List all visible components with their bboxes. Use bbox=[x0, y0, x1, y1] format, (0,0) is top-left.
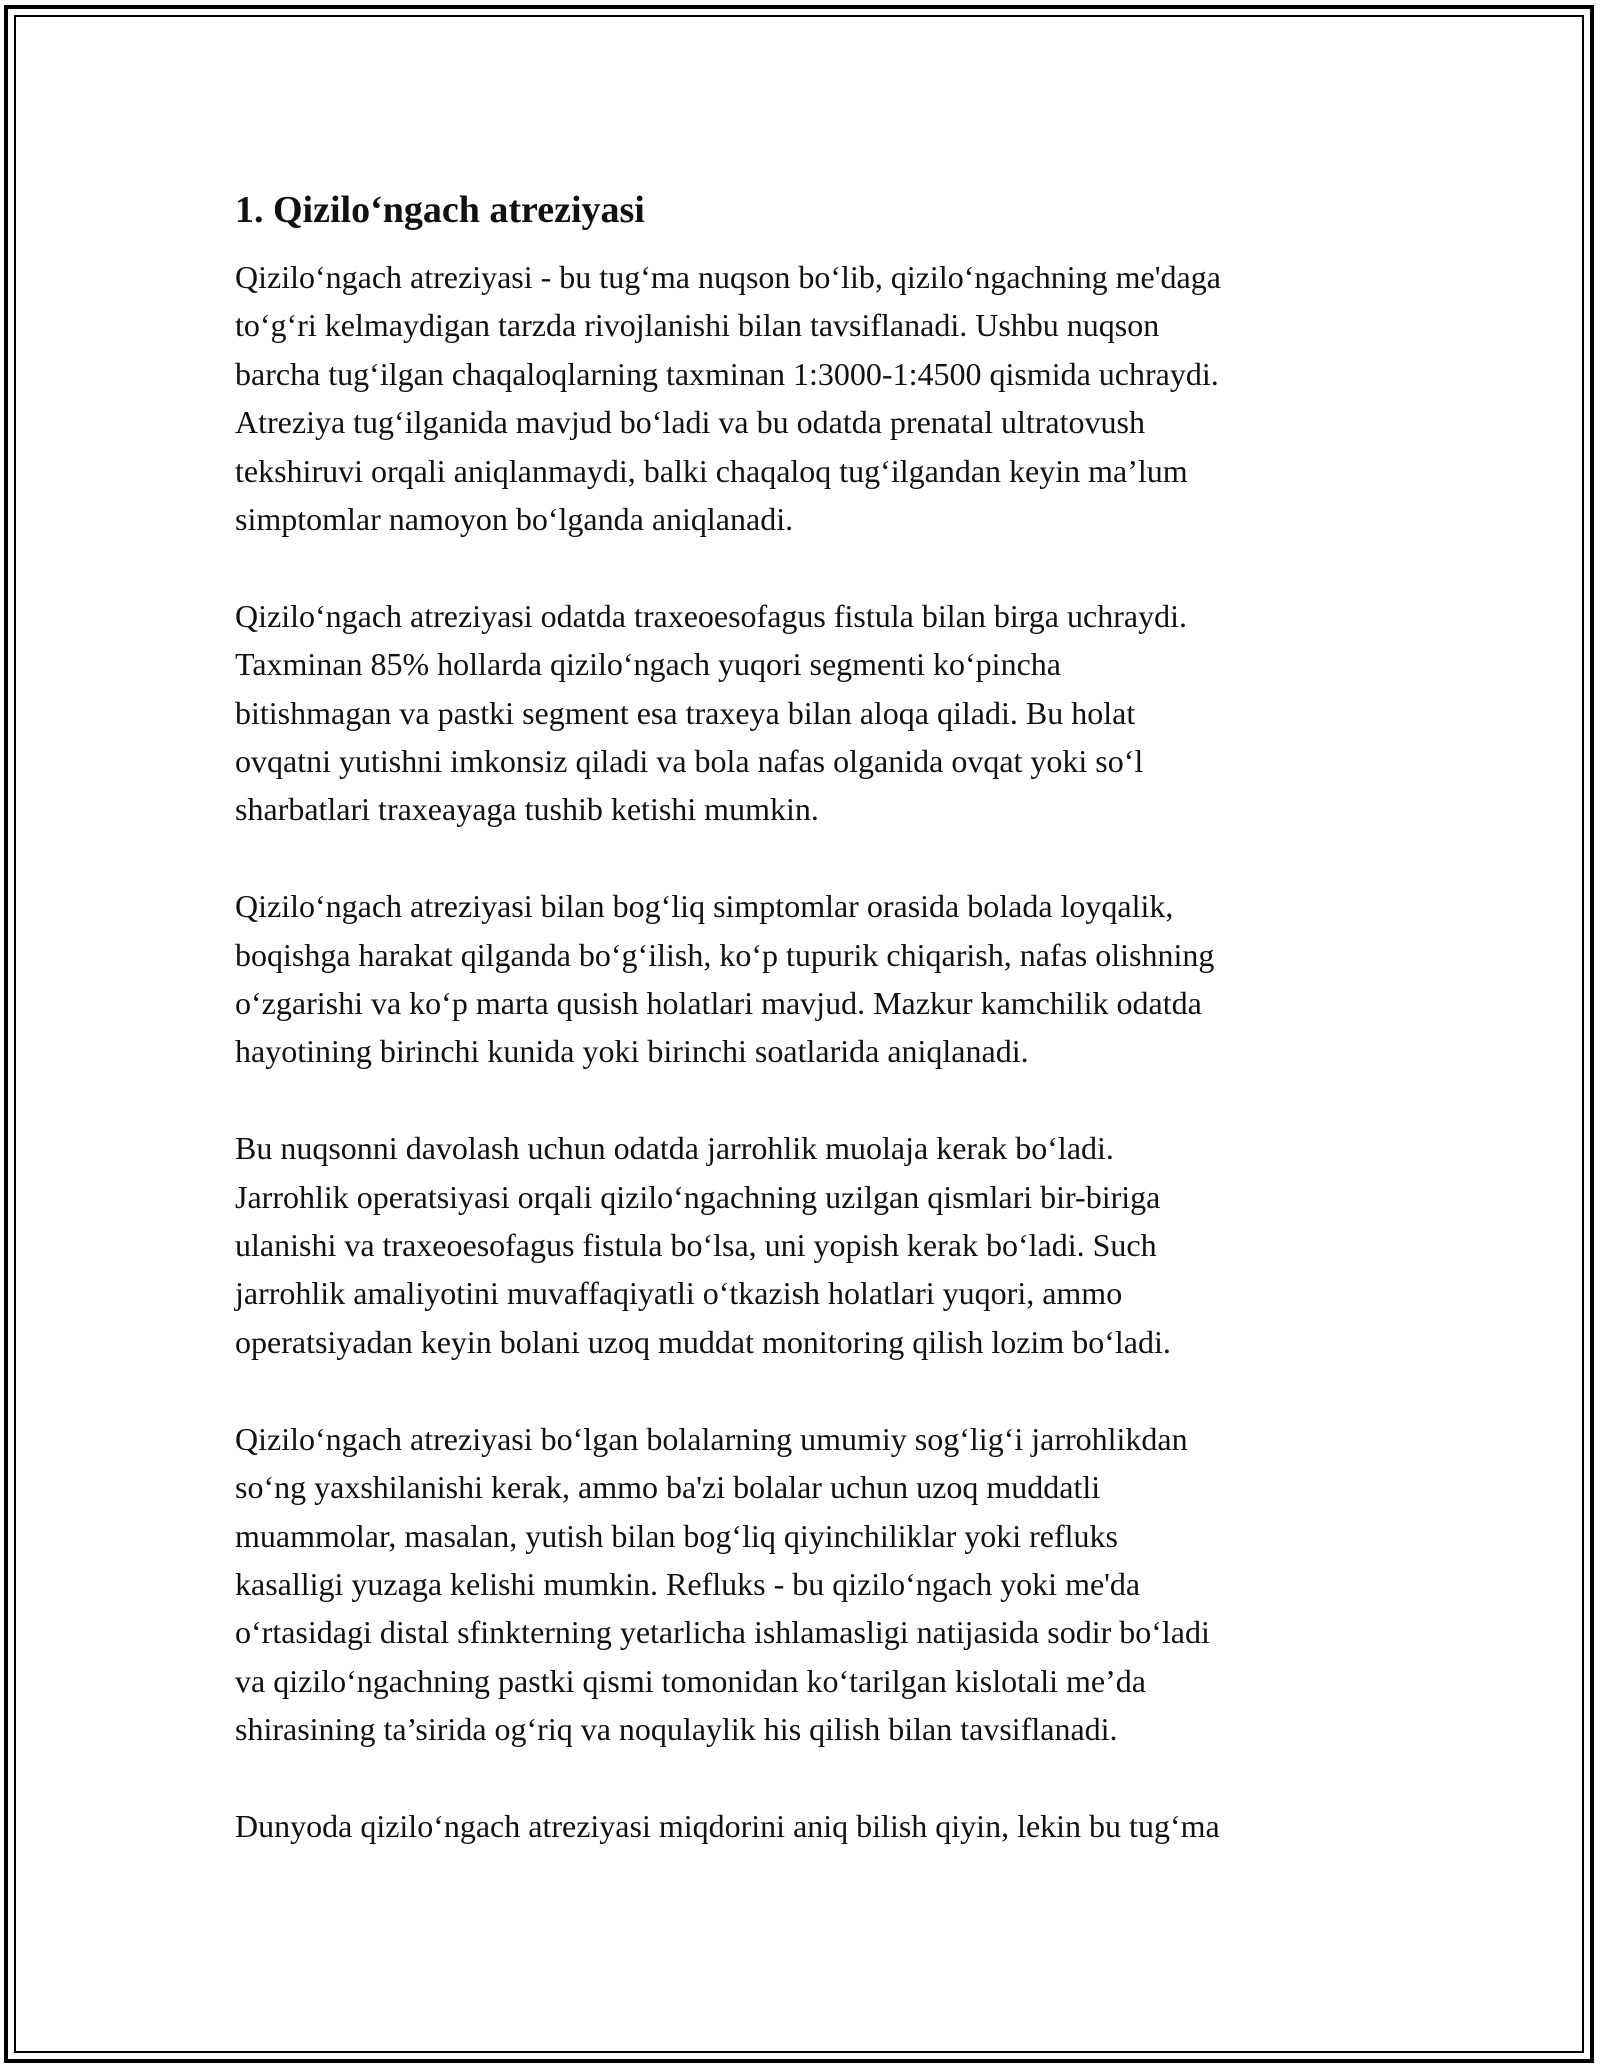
paragraph-6 bbox=[235, 1802, 1370, 1850]
text-line: Qizilo‘ngach atreziyasi bilan bog‘liq simptomlar orasida bolada loyqalik, bbox=[235, 888, 1174, 925]
text-line: muammolar, masalan, yutish bilan bog‘liq qiyinchiliklar yoki refluks bbox=[235, 1517, 1118, 1554]
text-line: Qizilo‘ngach atreziyasi odatda traxeoesofagus fistula bilan birga uchraydi. bbox=[235, 597, 1187, 634]
paragraph-5 bbox=[235, 1415, 1370, 1754]
text-line: Qizilo‘ngach atreziyasi - bu tug‘ma nuqson bo‘lib, qizilo‘ngachning me'daga bbox=[235, 259, 1221, 295]
paragraph-2 bbox=[235, 592, 1370, 834]
text-line: ulanishi va traxeoesofagus fistula bo‘lsa, uni yopish kerak bo‘ladi. Such bbox=[235, 1227, 1157, 1264]
text-line: o‘rtasidagi distal sfinkterning yetarlicha ishlamasligi natijasida sodir bo‘ladi bbox=[235, 1614, 1210, 1651]
text-line: jarrohlik amaliyotini muvaffaqiyatli o‘tkazish holatlari yuqori, ammo bbox=[235, 1275, 1123, 1312]
paragraph-1 bbox=[235, 253, 1370, 543]
text-line: Bu nuqsonni davolash uchun odatda jarrohlik muolaja kerak bo‘ladi. bbox=[235, 1130, 1114, 1167]
text-line: operatsiyadan keyin bolani uzoq muddat monitoring qilish lozim bo‘ladi. bbox=[235, 1323, 1171, 1360]
text-line: so‘ng yaxshilanishi kerak, ammo ba'zi bolalar uchun uzoq muddatli bbox=[235, 1469, 1101, 1506]
text-line: ovqatni yutishni imkonsiz qiladi va bola nafas olganida ovqat yoki so‘l bbox=[235, 743, 1144, 780]
text-line: Jarrohlik operatsiyasi orqali qizilo‘ngachning uzilgan qismlari bir-biriga bbox=[235, 1178, 1161, 1215]
text-line: shirasining ta’sirida og‘riq va noqulaylik his qilish bilan tavsiflanadi. bbox=[235, 1711, 1118, 1748]
paragraph-4 bbox=[235, 1124, 1370, 1366]
text-line: Taxminan 85% hollarda qizilo‘ngach yuqori segmenti ko‘pincha bbox=[235, 646, 1061, 683]
text-line: bitishmagan va pastki segment esa traxeya bilan aloqa qiladi. Bu holat bbox=[235, 694, 1136, 731]
text-line: o‘zgarishi va ko‘p marta qusish holatlari mavjud. Mazkur kamchilik odatda bbox=[235, 985, 1202, 1022]
text-line: simptomlar namoyon bo‘lganda aniqlanadi. bbox=[235, 501, 794, 538]
text-line: kasalligi yuzaga kelishi mumkin. Refluks - bu qizilo‘ngach yoki me'da bbox=[235, 1565, 1141, 1602]
text-line: Qizilo‘ngach atreziyasi bo‘lgan bolalarning umumiy sog‘lig‘i jarrohlikdan bbox=[235, 1420, 1188, 1457]
text-line: va qizilo‘ngachning pastki qismi tomonidan ko‘tarilgan kislotali me’da bbox=[235, 1662, 1146, 1699]
text-line: tekshiruvi orqali aniqlanmaydi, balki chaqaloq tug‘ilgandan keyin ma’lum bbox=[235, 452, 1188, 489]
text-line: boqishga harakat qilganda bo‘g‘ilish, ko‘p tupurik chiqarish, nafas olishning bbox=[235, 936, 1215, 973]
document-body bbox=[235, 185, 1370, 1899]
paragraph-3 bbox=[235, 882, 1370, 1076]
text-line: hayotining birinchi kunida yoki birinchi soatlarida aniqlanadi. bbox=[235, 1033, 1029, 1070]
text-line: to‘g‘ri kelmaydigan tarzda rivojlanishi bilan tavsiflanadi. Ushbu nuqson bbox=[235, 307, 1160, 344]
text-line: Atreziya tug‘ilganida mavjud bo‘ladi va bu odatda prenatal ultratovush bbox=[235, 404, 1145, 441]
text-line: barcha tug‘ilgan chaqaloqlarning taxminan 1:3000-1:4500 qismida uchraydi. bbox=[235, 355, 1219, 392]
text-line: Dunyoda qizilo‘ngach atreziyasi miqdorini aniq bilish qiyin, lekin bu tug‘ma bbox=[235, 1807, 1220, 1844]
text-line: sharbatlari traxeayaga tushib ketishi mumkin. bbox=[235, 791, 819, 828]
section-heading: 1. Qizilo‘ngach atreziyasi bbox=[235, 189, 645, 231]
